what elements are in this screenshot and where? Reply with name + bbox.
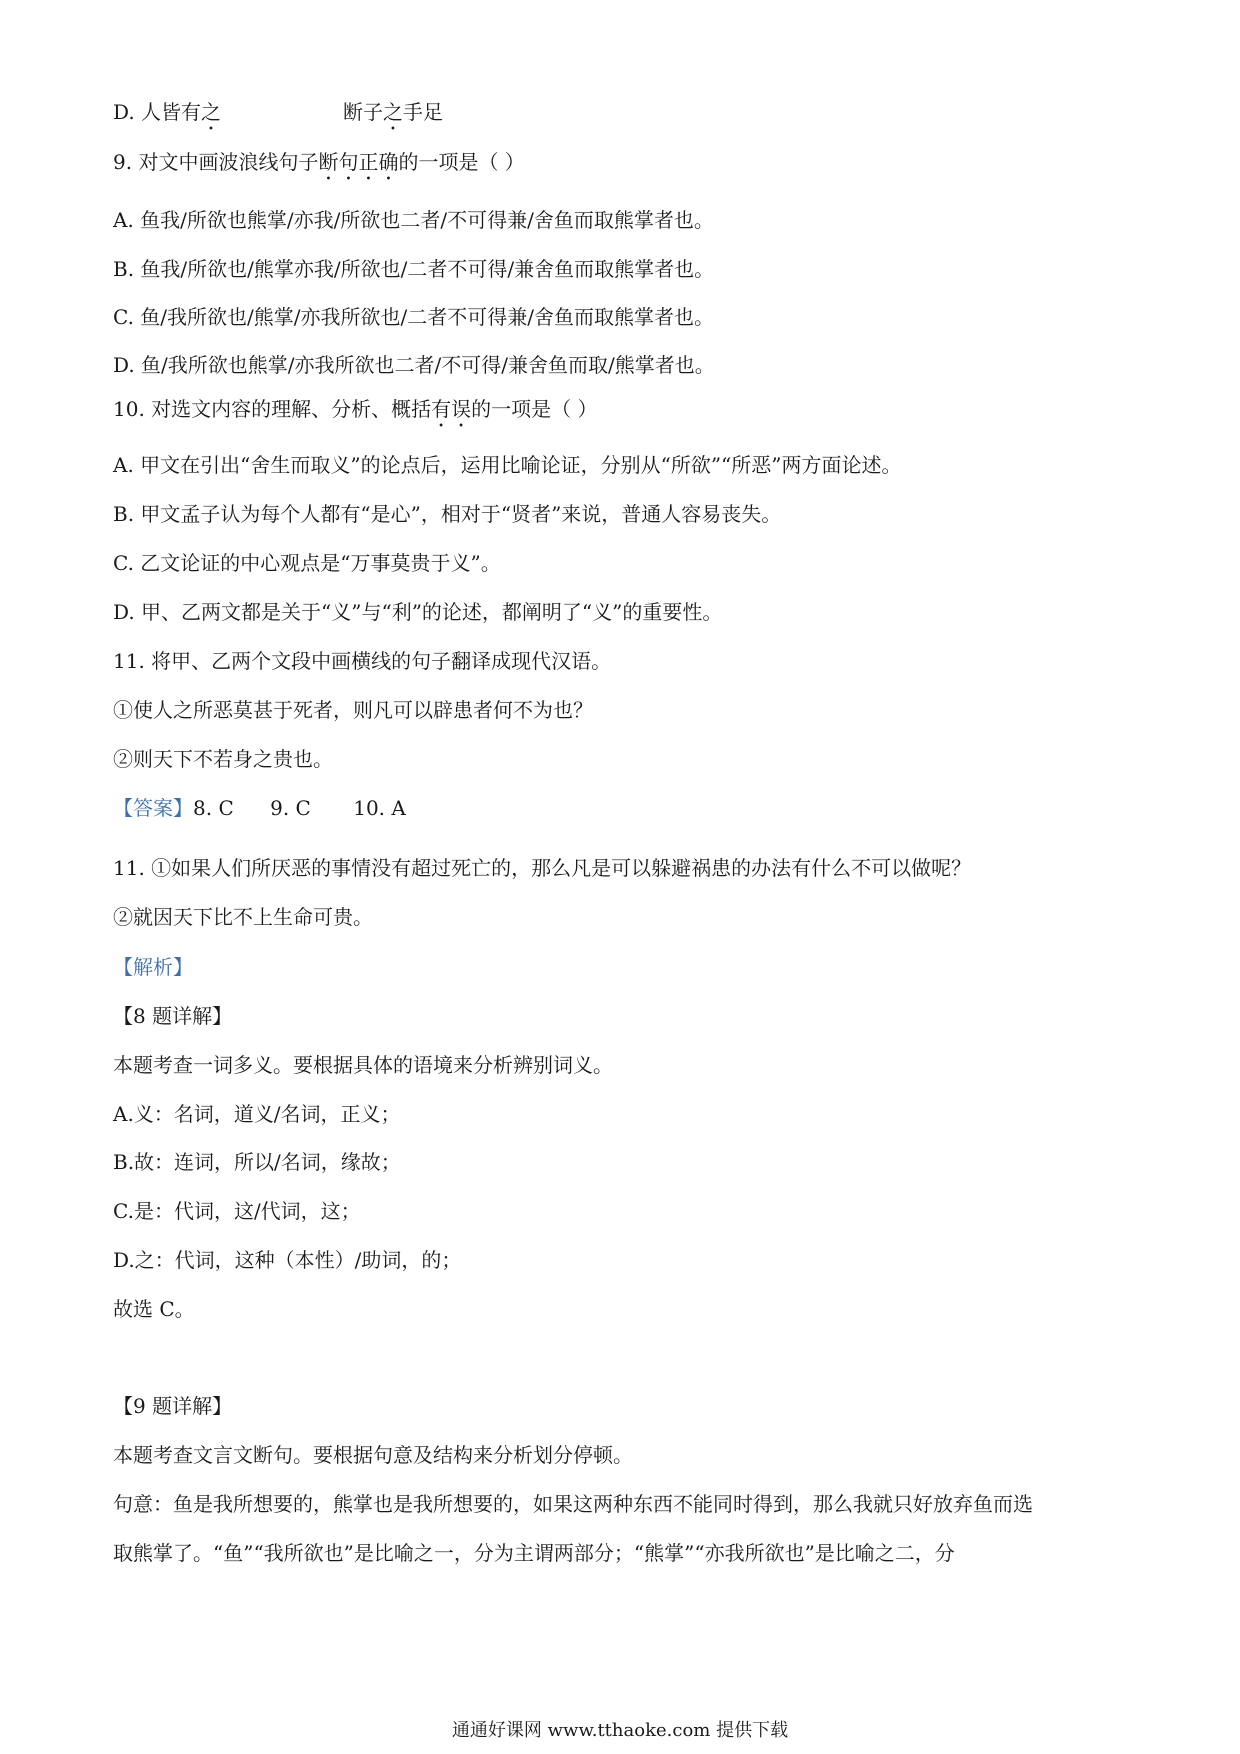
detail-8-line: 故选 C。: [113, 1297, 195, 1321]
detail-9-line: 句意：鱼是我所想要的，熊掌也是我所想要的，如果这两种东西不能同时得到，那么我就只好放弃鱼而选: [113, 1492, 1033, 1516]
page-footer: 通通好课网 www.tthaoke.com 提供下载: [451, 1720, 789, 1741]
answer-tag: 【答案】: [113, 796, 193, 820]
q9-option-c: C. 鱼/我所欲也/熊掌/亦我所欲也/二者不可得兼/舍鱼而取熊掌者也。: [113, 305, 714, 329]
q9-stem: 9. 对文中画波浪线句子断句正确的一项是（ ）: [113, 150, 525, 174]
q11-stem: 11. 将甲、乙两个文段中画横线的句子翻译成现代汉语。: [113, 649, 612, 673]
q10-option-a: A. 甲文在引出“舍生而取义”的论点后，运用比喻论证，分别从“所欲”“所恶”两方面论述。: [113, 453, 902, 477]
q9-option-d: D. 鱼/我所欲也熊掌/亦我所欲也二者/不可得/兼舍鱼而取/熊掌者也。: [113, 353, 715, 377]
detail-8-line: C.是：代词，这/代词，这；: [113, 1199, 361, 1223]
answer-line: 【答案】8. C 9. C 10. A: [113, 796, 406, 820]
detail-8-line: B.故：连词，所以/名词，缘故；: [113, 1150, 401, 1174]
q8-option-d: D. 人皆有之: [113, 100, 222, 124]
detail-8-line: D.之：代词，这种（本性）/助词，的；: [113, 1248, 462, 1272]
detail-8-heading: 【8 题详解】: [113, 1004, 233, 1028]
q10-option-c: C. 乙文论证的中心观点是“万事莫贵于义”。: [113, 551, 501, 575]
q10-option-d: D. 甲、乙两文都是关于“义”与“利”的论述，都阐明了“义”的重要性。: [113, 600, 723, 624]
q8-option-d-right: 断子之手足: [343, 100, 443, 124]
detail-9-line: 本题考查文言文断句。要根据句意及结构来分析划分停顿。: [113, 1443, 633, 1467]
analysis-tag: 【解析】: [113, 955, 193, 979]
detail-8-line: A.义：名词，道义/名词，正义；: [113, 1102, 401, 1126]
q9-option-a: A. 鱼我/所欲也熊掌/亦我/所欲也二者/不可得兼/舍鱼而取熊掌者也。: [113, 208, 714, 232]
detail-9-heading: 【9 题详解】: [113, 1394, 233, 1418]
q11-item-1: ①使人之所恶莫甚于死者，则凡可以辟患者何不为也？: [113, 698, 593, 722]
q11-item-2: ②则天下不若身之贵也。: [113, 747, 333, 771]
q9-option-b: B. 鱼我/所欲也/熊掌亦我/所欲也/二者不可得/兼舍鱼而取熊掌者也。: [113, 257, 715, 281]
detail-9-line: 取熊掌了。“鱼”“我所欲也”是比喻之一，分为主谓两部分；“熊掌”“亦我所欲也”是比喻之二，分: [113, 1541, 955, 1565]
q10-option-b: B. 甲文孟子认为每个人都有“是心”，相对于“贤者”来说，普通人容易丧失。: [113, 502, 782, 526]
answer-11-line-1: 11. ①如果人们所厌恶的事情没有超过死亡的，那么凡是可以躲避祸患的办法有什么不可以做呢？: [113, 856, 972, 880]
detail-8-line: 本题考查一词多义。要根据具体的语境来分析辨别词义。: [113, 1053, 613, 1077]
q10-stem: 10. 对选文内容的理解、分析、概括有误的一项是（ ）: [113, 397, 598, 421]
answer-11-line-2: ②就因天下比不上生命可贵。: [113, 905, 373, 929]
